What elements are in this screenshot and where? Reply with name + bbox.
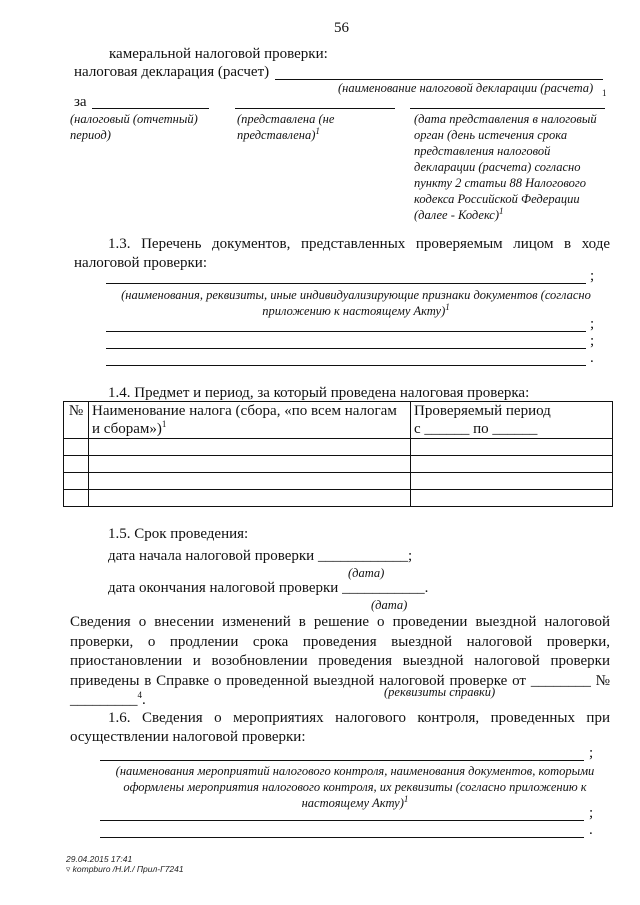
measures-line-2 <box>100 820 584 821</box>
documents-line-2 <box>106 331 586 332</box>
changes-text: Сведения о внесении изменений в решение о проведении выездной налоговой проверки, о продлении срока проведения выездной налоговой проверки, приостановлении и возобновлении проведения выездной налоговой проверки приведены в Справке о проведенной выездной налоговой проверке от ________ № _________$^4$. <box>70 614 610 708</box>
measures-line-2-end: ; <box>589 805 594 821</box>
documents-line-4 <box>106 365 586 366</box>
caption-documents: (наименования, реквизиты, иные индивидуализирующие признаки документов (согласно приложению к настоящему Акту)$^1$ <box>121 288 591 318</box>
section-1-3-text: 1.3. Перечень документов, представленных проверяемым лицом в ходе налоговой проверки: <box>74 236 610 271</box>
col-period-header: Проверяемый период с ______ по ______ <box>411 402 613 439</box>
documents-semicolon: ; <box>590 268 595 284</box>
measures-line-3 <box>100 837 584 838</box>
documents-line-3-end: ; <box>590 333 595 349</box>
header-line-2: налоговая декларация (расчет) <box>74 64 270 80</box>
page-number: 56 <box>334 20 349 36</box>
table-row <box>64 473 613 490</box>
measures-line-3-end: . <box>589 822 593 838</box>
table-row <box>64 490 613 507</box>
caption-declaration: (наименование налоговой декларации (расчета) <box>338 81 594 95</box>
documents-line-2-end: ; <box>590 316 595 332</box>
footer-timestamp: 29.04.2015 17:41 <box>66 854 133 864</box>
col-tax-header: Наименование налога (сбора, «по всем налогам и сборам»)$^1$ <box>89 402 411 439</box>
section-1-4-text: 1.4. Предмет и период, за который проведена налоговая проверка: <box>108 385 530 401</box>
measures-line-1 <box>100 760 584 761</box>
tax-period-table <box>63 401 613 507</box>
start-date-label: дата начала налоговой проверки ____________; <box>108 548 413 564</box>
caption-submitted: (представлена (не представлена)$^1$ <box>237 112 335 142</box>
section-1-5-title: 1.5. Срок проведения: <box>108 526 249 542</box>
documents-line-4-end: . <box>590 350 594 366</box>
start-date-caption: (дата) <box>348 566 385 580</box>
caption-period: (налоговый (отчетный) период) <box>70 112 198 142</box>
caption-measures: (наименования мероприятий налогового контроля, наименования документов, которыми оформлены мероприятия налогового контроля, их реквизиты (согласно приложению к настоящему Акту)$^1$ <box>115 764 595 810</box>
col-no-header: № <box>64 402 89 439</box>
table-header-row <box>64 402 613 439</box>
documents-line-3 <box>106 348 586 349</box>
footer-path: ▿ kompburo /Н.И./ Прил-Г7241 <box>66 864 184 874</box>
documents-line-1 <box>106 283 586 284</box>
submitted-line <box>235 108 395 109</box>
measures-semicolon: ; <box>589 745 594 761</box>
period-line <box>92 108 209 109</box>
section-1-6-text: 1.6. Сведения о мероприятиях налогового контроля, проведенных при осуществлении налоговой проверки: <box>70 710 610 745</box>
changes-caption: (реквизиты справки) <box>384 685 496 699</box>
header-line-1: камеральной налоговой проверки: <box>109 46 328 62</box>
date-line <box>410 108 605 109</box>
table-row <box>64 456 613 473</box>
caption-date: (дата представления в налоговый орган (день истечения срока представления налоговой декларации (расчета) согласно пункту 2 статьи 88 Налогового кодекса Российской Федерации (далее - Кодекс)$^1$ <box>414 112 597 222</box>
footnote-mark: 1 <box>602 88 607 98</box>
end-date-label: дата окончания налоговой проверки ___________. <box>108 580 429 596</box>
end-date-caption: (дата) <box>371 598 408 612</box>
za-label: за <box>74 94 87 110</box>
table-row <box>64 439 613 456</box>
